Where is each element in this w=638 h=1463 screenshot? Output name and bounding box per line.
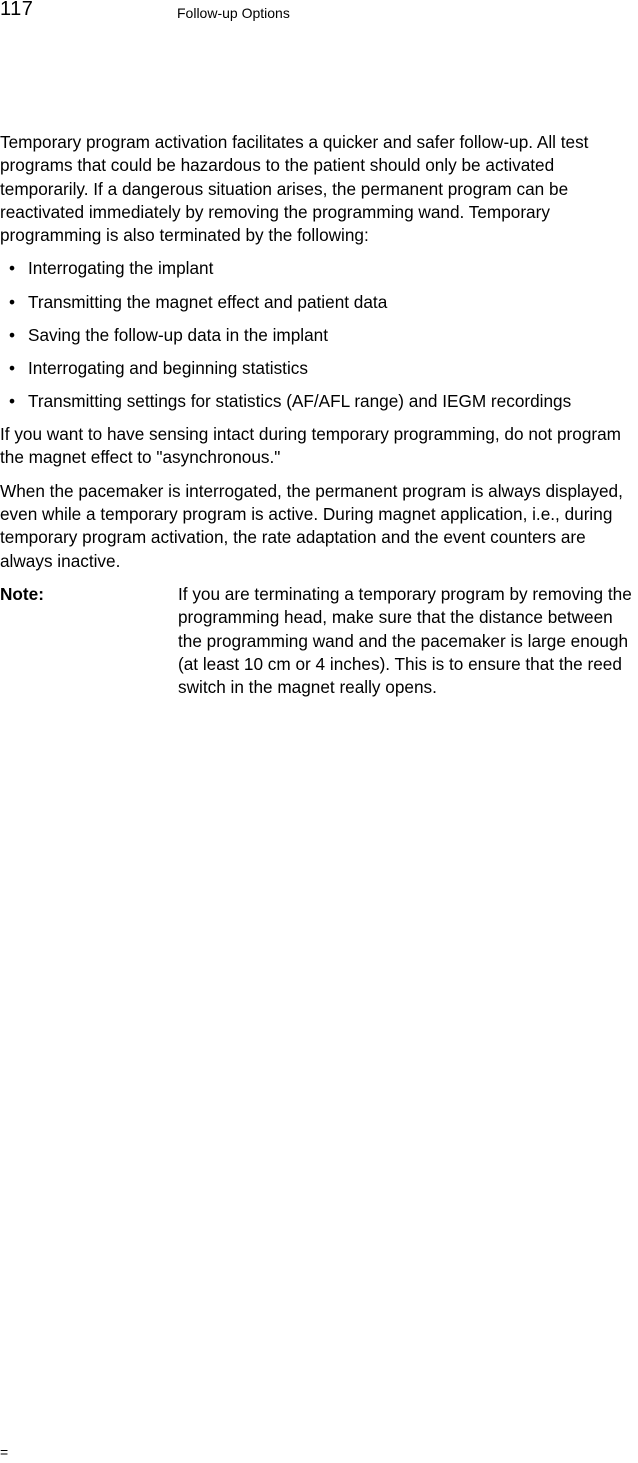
note-text: If you are terminating a temporary program by removing the programming head, make sure that the distance between the programming wand and the pacemaker is large enough (at least 10 cm or 4 inches). This is to ensure that the reed switch in the magnet really opens.	[178, 583, 632, 698]
bullet-icon: •	[9, 357, 16, 378]
bullet-icon: •	[9, 258, 16, 279]
termination-list	[0, 257, 638, 413]
list-item	[0, 257, 638, 280]
bullet-icon: •	[9, 291, 16, 312]
note-block	[0, 583, 638, 699]
running-title: Follow-up Options	[177, 5, 290, 21]
page-number: 117	[0, 0, 34, 20]
list-item-text: Transmitting the magnet effect and patient data	[28, 291, 388, 312]
list-item-text: Transmitting settings for statistics (AF/AFL range) and IEGM recordings	[28, 390, 572, 411]
list-item	[0, 291, 638, 314]
sensing-paragraph: If you want to have sensing intact during temporary programming, do not program the magnet effect to "asynchronous."	[0, 424, 621, 468]
list-item	[0, 390, 638, 413]
list-item-text: Interrogating and beginning statistics	[28, 357, 308, 378]
intro-paragraph: Temporary program activation facilitates a quicker and safer follow-up. All test programs that could be hazardous to the patient should only be activated temporarily. If a dangerous situation arises, the permanent program can be reactivated immediately by removing the programming wand. Temporary programming is also terminated by the following:	[0, 132, 589, 246]
list-item	[0, 357, 638, 380]
main-content	[0, 131, 638, 699]
footer-mark: =	[0, 1444, 9, 1460]
list-item-text: Saving the follow-up data in the implant	[28, 324, 329, 345]
bullet-icon: •	[9, 390, 16, 411]
list-item-text: Interrogating the implant	[28, 258, 214, 279]
note-label: Note:	[0, 583, 44, 604]
bullet-icon: •	[9, 324, 16, 345]
list-item	[0, 324, 638, 347]
interrogation-paragraph: When the pacemaker is interrogated, the permanent program is always displayed, even while a temporary program is active. During magnet application, i.e., during temporary program activation, the rate adaptation and the event counters are always inactive.	[0, 480, 623, 571]
